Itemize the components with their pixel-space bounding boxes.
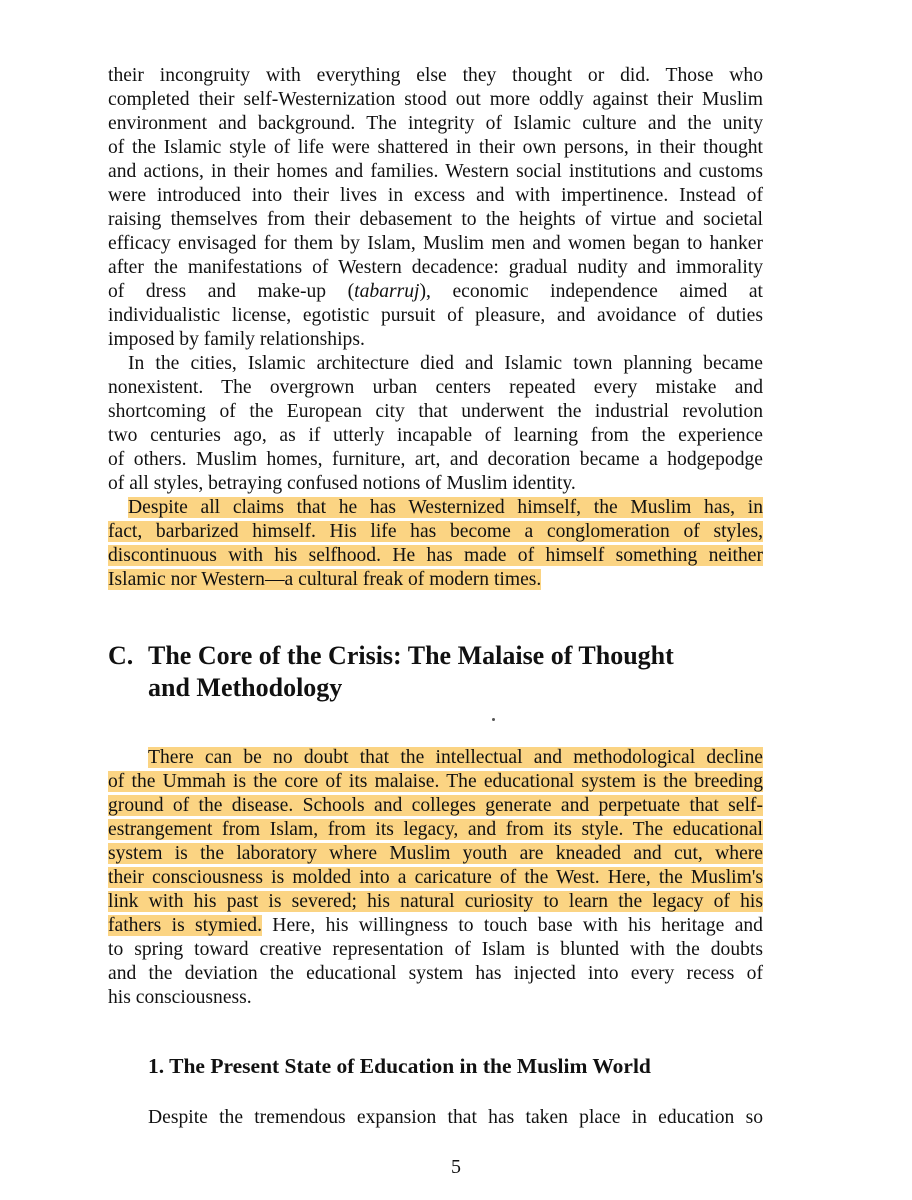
text-line [108,794,763,818]
highlighted-text: There can be no doubt that the intellectual and methodological decline [148,747,763,768]
highlighted-text: fact, barbarized himself. His life has become a conglomeration of styles, [108,521,763,542]
text-line [108,568,763,592]
highlighted-text: their consciousness is molded into a caricature of the West. Here, the Muslim's [108,867,763,888]
text-line: raising themselves from their debasement to the heights of virtue and societal [108,209,763,230]
text-line: imposed by family relationships. [108,329,365,350]
text-line: In the cities, Islamic architecture died and Islamic town planning became [128,353,763,374]
text-line: shortcoming of the European city that underwent the industrial revolution [108,401,763,422]
text-line: of others. Muslim homes, furniture, art, and decoration became a hodgepodge [108,449,763,470]
section-label: C. [108,641,134,670]
text-span: of dress and make-up ( [108,281,355,302]
highlighted-text: of the Ummah is the core of its malaise. The educational system is the breeding [108,771,763,792]
highlighted-text: link with his past is severed; his natural curiosity to learn the legacy of his [108,891,763,912]
text-line [108,818,763,842]
text-line: of all styles, betraying confused notions of Muslim identity. [108,473,576,494]
text-line [148,746,763,770]
text-line: were introduced into their lives in excess and with impertinence. Instead of [108,185,763,206]
text-line [128,496,763,520]
section-title-line1: The Core of the Crisis: The Malaise of Thought [148,641,674,670]
highlighted-text: Islamic nor Western—a cultural freak of modern times. [108,569,542,590]
subsection-heading: 1. The Present State of Education in the Muslim World [148,1054,651,1078]
section-heading [108,640,768,672]
text-line: two centuries ago, as if utterly incapable of learning from the experience [108,425,763,446]
text-line [108,914,763,938]
text-line [108,544,763,568]
highlighted-text: Despite all claims that he has Westernized himself, the Muslim has, in [128,497,763,518]
text-line: their incongruity with everything else they thought or did. Those who [108,65,763,86]
text-line [108,520,763,544]
highlighted-text: system is the laboratory where Muslim youth are kneaded and cut, where [108,843,763,864]
text-line: of the Islamic style of life were shattered in their own persons, in their thought [108,137,763,158]
text-line [108,890,763,914]
text-line [108,770,763,794]
highlighted-text: estrangement from Islam, from its legacy, and from its style. The educational [108,819,763,840]
page-number: 5 [451,1156,461,1178]
text-line: individualistic license, egotistic pursuit of pleasure, and avoidance of duties [108,305,763,326]
text-line: and the deviation the educational system has injected into every recess of [108,963,763,984]
text-line: Despite the tremendous expansion that has taken place in education so [148,1107,763,1128]
text-line: environment and background. The integrity of Islamic culture and the unity [108,113,763,134]
text-line: and actions, in their homes and families. Western social institutions and customs [108,161,763,182]
highlighted-text: discontinuous with his selfhood. He has made of himself something neither [108,545,763,566]
text-line: after the manifestations of Western decadence: gradual nudity and immorality [108,257,763,278]
scan-speck [492,718,495,721]
text-line: completed their self-Westernization stood out more oddly against their Muslim [108,89,763,110]
section-title-line2: and Methodology [148,673,343,702]
text-line: to spring toward creative representation of Islam is blunted with the doubts [108,939,763,960]
text-span: Here, his willingness to touch base with his heritage and [261,915,763,936]
highlighted-text: fathers is stymied. [108,915,262,936]
text-span: ), economic independence aimed at [419,281,763,302]
text-line: his consciousness. [108,987,252,1008]
text-line [108,842,763,866]
highlighted-text: ground of the disease. Schools and colleges generate and perpetuate that self- [108,795,763,816]
text-line: efficacy envisaged for them by Islam, Muslim men and women began to hanker [108,233,763,254]
text-line: nonexistent. The overgrown urban centers repeated every mistake and [108,377,763,398]
italic-term: tabarruj [354,281,420,302]
text-line [108,280,763,304]
text-line [108,866,763,890]
